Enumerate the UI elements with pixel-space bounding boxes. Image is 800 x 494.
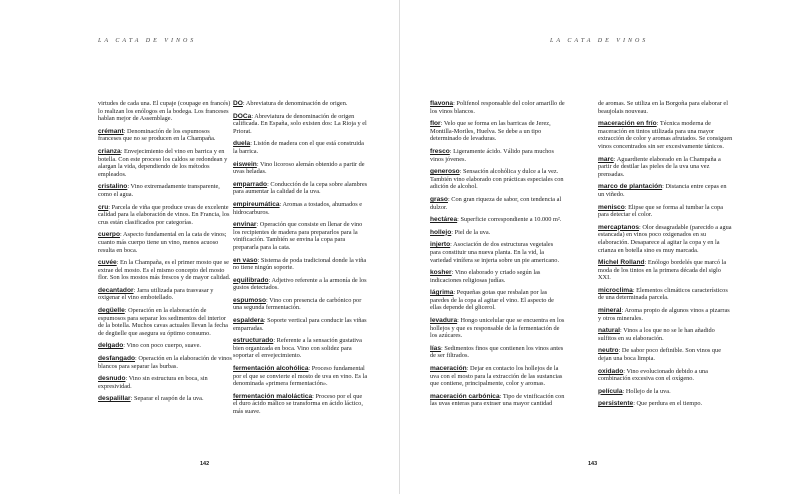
glossary-entry bbox=[598, 347, 733, 362]
glossary-term: injerto bbox=[430, 241, 451, 249]
glossary-definition: : Que perdura en el tiempo. bbox=[633, 400, 703, 408]
running-header-left: LA CATA DE VINOS bbox=[98, 38, 197, 44]
glossary-term: degüelle bbox=[98, 307, 125, 315]
glossary-term: eiswein bbox=[233, 160, 257, 168]
glossary-term: lágrima bbox=[430, 289, 454, 297]
glossary-definition: : Jarra utilizada para trasvasar y oxigenar el vino embotellado. bbox=[98, 286, 214, 302]
glossary-entry bbox=[598, 368, 733, 383]
glossary-entry bbox=[430, 289, 565, 312]
glossary-term: espumoso bbox=[233, 296, 266, 304]
glossary-term: cuvée bbox=[98, 259, 117, 267]
glossary-term: delgado bbox=[98, 342, 124, 350]
glossary-entry bbox=[598, 259, 733, 282]
glossary-definition: : Aromas a tostados, ahumados e hidrocarburos. bbox=[233, 200, 363, 216]
glossary-entry bbox=[233, 317, 368, 332]
glossary-entry bbox=[233, 140, 368, 155]
glossary-entry bbox=[430, 365, 565, 388]
glossary-definition: : Proceso por el que el duro ácido málico se transforma en ácido láctico, más suave. bbox=[233, 392, 363, 415]
glossary-entry bbox=[598, 100, 733, 115]
glossary-term: película bbox=[598, 387, 623, 395]
glossary-entry bbox=[233, 337, 368, 360]
glossary-entry bbox=[98, 128, 233, 143]
glossary-definition: : Hollejo de la uva. bbox=[622, 387, 671, 395]
glossary-definition: : Hongo unicelular que se encuentra en los hollejos y que es responsable de la fermentación de los azúcares. bbox=[430, 317, 565, 340]
glossary-entry bbox=[98, 287, 233, 302]
page-number-left: 142 bbox=[200, 461, 210, 467]
glossary-term: microclima bbox=[598, 286, 633, 294]
glossary-definition: : Aspecto fundamental en la cata de vinos; cuanto más cuerpo tiene un vino, menos acuoso resulta en boca. bbox=[98, 231, 227, 254]
glossary-definition: : Aguardiente elaborado en la Champaña a partir de destilar las pieles de la uva una vez prensadas. bbox=[598, 155, 721, 178]
glossary-entry bbox=[430, 168, 565, 191]
glossary-definition: : Vino con presencia de carbónico por una segunda fermentación. bbox=[233, 296, 362, 312]
glossary-entry bbox=[233, 257, 368, 272]
glossary-term: en vaso bbox=[233, 256, 258, 264]
glossary-term: duela bbox=[233, 140, 251, 148]
glossary-entry bbox=[430, 269, 565, 284]
glossary-definition: : Soporte vertical para conducir las viñas emparradas. bbox=[233, 317, 367, 332]
glossary-definition: : Abreviatura de denominación de origen calificada. En España, solo existen dos: La Rioja y el Priorat. bbox=[233, 112, 367, 135]
glossary-term: DO bbox=[233, 100, 243, 107]
glossary-entry bbox=[430, 196, 565, 211]
right-page bbox=[400, 0, 800, 494]
glossary-term: estructurado bbox=[233, 337, 274, 345]
glossary-definition: : Técnica moderna de maceración en tintos utilizada para una mayor extracción de color y aromas afrutados. Se consiguen vinos concentrados sin ser excesivamente tánicos. bbox=[598, 120, 733, 150]
glossary-definition: : Vinos a los que no se le han añadido sulfitos en su elaboración. bbox=[598, 327, 715, 342]
glossary-definition: : Parcela de viña que produce uvas de excelente calidad para la elaboración de vinos. En Francia, los crus están clasificados por categorías. bbox=[98, 203, 230, 226]
glossary-entry bbox=[98, 204, 233, 227]
glossary-definition: : Superficie correspondiente a 10.000 m². bbox=[457, 216, 562, 224]
glossary-entry bbox=[98, 231, 233, 254]
glossary-entry bbox=[430, 148, 565, 163]
glossary-definition: : Vino licoroso alemán obtenido a partir de uvas heladas. bbox=[233, 160, 365, 176]
glossary-term: hectárea bbox=[430, 216, 458, 224]
glossary-term: mineral bbox=[598, 307, 622, 315]
glossary-entry bbox=[430, 229, 565, 237]
glossary-term: cristalino bbox=[98, 183, 128, 191]
glossary-term: oxidado bbox=[598, 367, 624, 375]
glossary-term: crémant bbox=[98, 127, 124, 135]
glossary-entry bbox=[98, 395, 233, 403]
glossary-term: espaldera bbox=[233, 317, 264, 325]
glossary-definition: : Operación que consiste en llenar de vino los recipientes de madera para prepararlos para la vinificación. También se envina la copa para prepararla para la cata. bbox=[233, 221, 363, 251]
glossary-entry bbox=[98, 375, 233, 390]
glossary-definition: : Vino elaborado y criado según las indicaciones religiosas judías. bbox=[430, 269, 541, 284]
glossary-definition: : Olor desagradable (parecido a agua estancada) en vinos poco oxigenados en su elaboración. Desaparece al agitar la copa y en la crianza en botella sino es muy marcada. bbox=[598, 223, 732, 254]
glossary-term: fermentación maloláctica bbox=[233, 392, 313, 400]
glossary-entry bbox=[598, 120, 733, 150]
glossary-entry bbox=[98, 259, 233, 282]
glossary-term: fresco bbox=[430, 147, 450, 155]
glossary-term: mercaptanos bbox=[598, 223, 640, 231]
glossary-definition: : Denominación de los espumosos franceses que no se producen en la Champaña. bbox=[98, 127, 216, 143]
glossary-term: envinar bbox=[233, 221, 257, 229]
glossary-entry bbox=[430, 393, 565, 408]
glossary-entry bbox=[598, 183, 733, 198]
glossary-entry bbox=[430, 120, 565, 143]
glossary-column-4 bbox=[598, 100, 733, 413]
glossary-definition: : Vino con poco cuerpo, suave. bbox=[123, 342, 201, 350]
glossary-entry bbox=[598, 400, 733, 408]
glossary-term: cru bbox=[98, 203, 109, 211]
glossary-definition: : De sabor poco definible. Son vinos que dejan una boca limpia. bbox=[598, 347, 721, 363]
glossary-entry bbox=[233, 277, 368, 292]
glossary-definition: : Distancia entre cepas en un viñedo. bbox=[598, 183, 727, 198]
glossary-definition: : Operación en la elaboración de vinos blancos para separar las burbas. bbox=[98, 355, 232, 370]
glossary-term: marc bbox=[598, 155, 614, 163]
glossary-term: desnudo bbox=[98, 375, 126, 383]
glossary-entry bbox=[233, 181, 368, 196]
glossary-definition: : Referente a la sensación gustativa bien organizada en boca. Vino con solidez para soportar el envejecimiento. bbox=[233, 337, 362, 360]
glossary-definition: : Aroma propio de algunos vinos a pizarras y otros minerales. bbox=[598, 307, 730, 322]
glossary-term: lías bbox=[430, 344, 441, 352]
glossary-definition: : Asociación de dos estructuras vegetales para constituir una nueva planta. En la vid, la variedad vinífera se injerta sobre un pie americano. bbox=[430, 241, 560, 264]
glossary-entry bbox=[430, 216, 565, 224]
glossary-entry bbox=[233, 113, 368, 136]
glossary-entry bbox=[598, 287, 733, 302]
glossary-term: flor bbox=[430, 120, 441, 128]
glossary-entry bbox=[233, 100, 368, 108]
glossary-term: persistente bbox=[598, 400, 634, 408]
glossary-term: cuerpo bbox=[98, 231, 120, 239]
glossary-definition: : Pequeñas gotas que resbalan por las paredes de la copa al agitar el vino. El aspecto de ellas depende del glicerol. bbox=[430, 289, 554, 312]
glossary-column-3 bbox=[430, 100, 565, 413]
glossary-term: fermentación alcohólica bbox=[233, 365, 309, 373]
glossary-definition: : Vino sin estructura en boca, sin expresividad. bbox=[98, 375, 208, 390]
glossary-entry bbox=[598, 307, 733, 322]
glossary-entry bbox=[430, 317, 565, 340]
glossary-entry bbox=[233, 161, 368, 176]
glossary-entry bbox=[430, 345, 565, 360]
glossary-term: maceración en frío bbox=[598, 120, 657, 128]
glossary-entry bbox=[233, 297, 368, 312]
glossary-definition: : Con gran riqueza de sabor, con tendencia al dulzor. bbox=[430, 195, 562, 211]
glossary-definition: : Ligeramente ácido. Válido para muchos vinos jóvenes. bbox=[430, 147, 554, 163]
glossary-definition: : Elipse que se forma al tumbar la copa para detectar el color. bbox=[598, 203, 724, 219]
glossary-definition: : Adjetivo referente a la armonía de los gustos detectados. bbox=[233, 276, 367, 292]
glossary-definition: : Polifenol responsable del color amarillo de los vinos blancos. bbox=[430, 100, 565, 115]
glossary-definition: : Dejar en contacto los hollejos de la uva con el mosto para la extracción de las sustancias que contiene, principalmente, color y aromas. bbox=[430, 365, 563, 388]
glossary-definition: : Enólogo bordelés que marcó la moda de los tintos en la primera década del siglo XXI. bbox=[598, 259, 727, 282]
glossary-term: decantador bbox=[98, 286, 134, 294]
glossary-entry bbox=[98, 100, 233, 123]
glossary-definition: : Sistema de poda tradicional donde la viña no tiene ningún soporte. bbox=[233, 256, 367, 272]
glossary-column-2 bbox=[233, 100, 368, 421]
glossary-term: desfangado bbox=[98, 355, 136, 363]
glossary-entry bbox=[98, 307, 233, 337]
glossary-entry bbox=[233, 393, 368, 416]
glossary-entry bbox=[430, 100, 565, 115]
glossary-definition: : Tipo de vinificación con las uvas enteras para extraer una mayor cantidad bbox=[430, 392, 565, 408]
glossary-entry bbox=[233, 221, 368, 251]
glossary-definition: : Vino evolucionado debido a una combinación excesiva con el oxígeno. bbox=[598, 367, 708, 383]
glossary-term: emparrado bbox=[233, 180, 268, 188]
glossary-term: menisco bbox=[598, 203, 625, 211]
glossary-term: hollejo bbox=[430, 228, 452, 236]
glossary-definition: : Velo que se forma en las barricas de Jerez, Montilla-Moriles, Huelva. Se debe a un tipo determinado de levaduras. bbox=[430, 120, 551, 143]
glossary-term: empireumática bbox=[233, 200, 280, 208]
glossary-definition: : Separar el raspón de la uva. bbox=[130, 395, 204, 403]
glossary-term: levadura bbox=[430, 317, 458, 325]
glossary-entry bbox=[598, 388, 733, 396]
glossary-entry bbox=[98, 148, 233, 178]
glossary-entry bbox=[598, 327, 733, 342]
glossary-term: maceración carbónica bbox=[430, 392, 500, 400]
glossary-term: flavona bbox=[430, 100, 454, 107]
glossary-entry bbox=[98, 183, 233, 198]
glossary-term: despalillar bbox=[98, 395, 131, 403]
glossary-definition: : Elementos climáticos característicos de una determinada parcela. bbox=[598, 286, 728, 302]
glossary-term: neutro bbox=[598, 347, 619, 355]
glossary-entry bbox=[98, 342, 233, 350]
glossary-definition: : Operación en la elaboración de espumosos para separar los sedimentos del interior de la botella. Muchos cavas actuales llevan la fecha de degüelle que asegura su óptimo consumo. bbox=[98, 307, 228, 337]
glossary-definition: : Conducción de la cepa sobre alambres para aumentar la calidad de la uva. bbox=[233, 180, 368, 196]
glossary-term: equilibrado bbox=[233, 276, 269, 284]
glossary-term: kosher bbox=[430, 269, 452, 277]
glossary-column-1 bbox=[98, 100, 233, 408]
glossary-definition: : En la Champaña, es el primer mosto que se extrae del mosto. Es el mismo concepto del mosto flor. Son los mostos más frescos y de mayor calidad. bbox=[98, 259, 231, 282]
glossary-entry bbox=[233, 201, 368, 216]
glossary-definition: : Vino extremadamente transparente, como el agua. bbox=[98, 183, 220, 198]
glossary-entry bbox=[430, 241, 565, 264]
glossary-definition: de aromas. Se utiliza en la Borgoña para elaborar el beaujolais nouveau. bbox=[598, 100, 728, 115]
glossary-definition: : Envejecimiento del vino en barrica y en botella. Con este proceso los caldos se redondean y alargan la vida, dependiendo de los métodos empleados. bbox=[98, 147, 228, 178]
glossary-term: graso bbox=[430, 195, 448, 203]
glossary-term: crianza bbox=[98, 147, 121, 155]
glossary-entry bbox=[598, 224, 733, 254]
page-number-right: 143 bbox=[588, 461, 598, 467]
glossary-definition: : Sedimentos finos que contienen los vinos antes de ser filtrados. bbox=[430, 344, 564, 360]
glossary-definition: : Listón de madera con el que está construida la barrica. bbox=[233, 140, 364, 155]
glossary-term: generoso bbox=[430, 168, 460, 176]
glossary-term: DOCa bbox=[233, 112, 252, 120]
glossary-entry bbox=[98, 355, 233, 370]
glossary-term: marco de plantación bbox=[598, 183, 663, 191]
glossary-term: maceración bbox=[430, 365, 467, 373]
glossary-definition: : Proceso fundamental por el que se convierte el mosto de uva en vino. Es la denominada «primera fermentación». bbox=[233, 365, 368, 388]
glossary-term: Michel Rolland bbox=[598, 259, 645, 267]
glossary-entry bbox=[233, 365, 368, 388]
glossary-definition: virtudes de cada una. El cupaje (coupage en francés) lo realizan los enólogos en la bodega. Los franceses hablan mejor de Assemblage. bbox=[98, 100, 231, 123]
glossary-entry bbox=[598, 156, 733, 179]
running-header-right: LA CATA DE VINOS bbox=[550, 38, 649, 44]
glossary-definition: : Abreviatura de denominación de origen. bbox=[242, 100, 348, 107]
glossary-entry bbox=[598, 204, 733, 219]
glossary-definition: : Piel de la uva. bbox=[451, 228, 491, 236]
glossary-definition: : Sensación alcohólica y dulce a la vez. También vino elaborado con prácticas especiales con adición de alcohol. bbox=[430, 168, 564, 191]
glossary-term: natural bbox=[598, 327, 620, 335]
